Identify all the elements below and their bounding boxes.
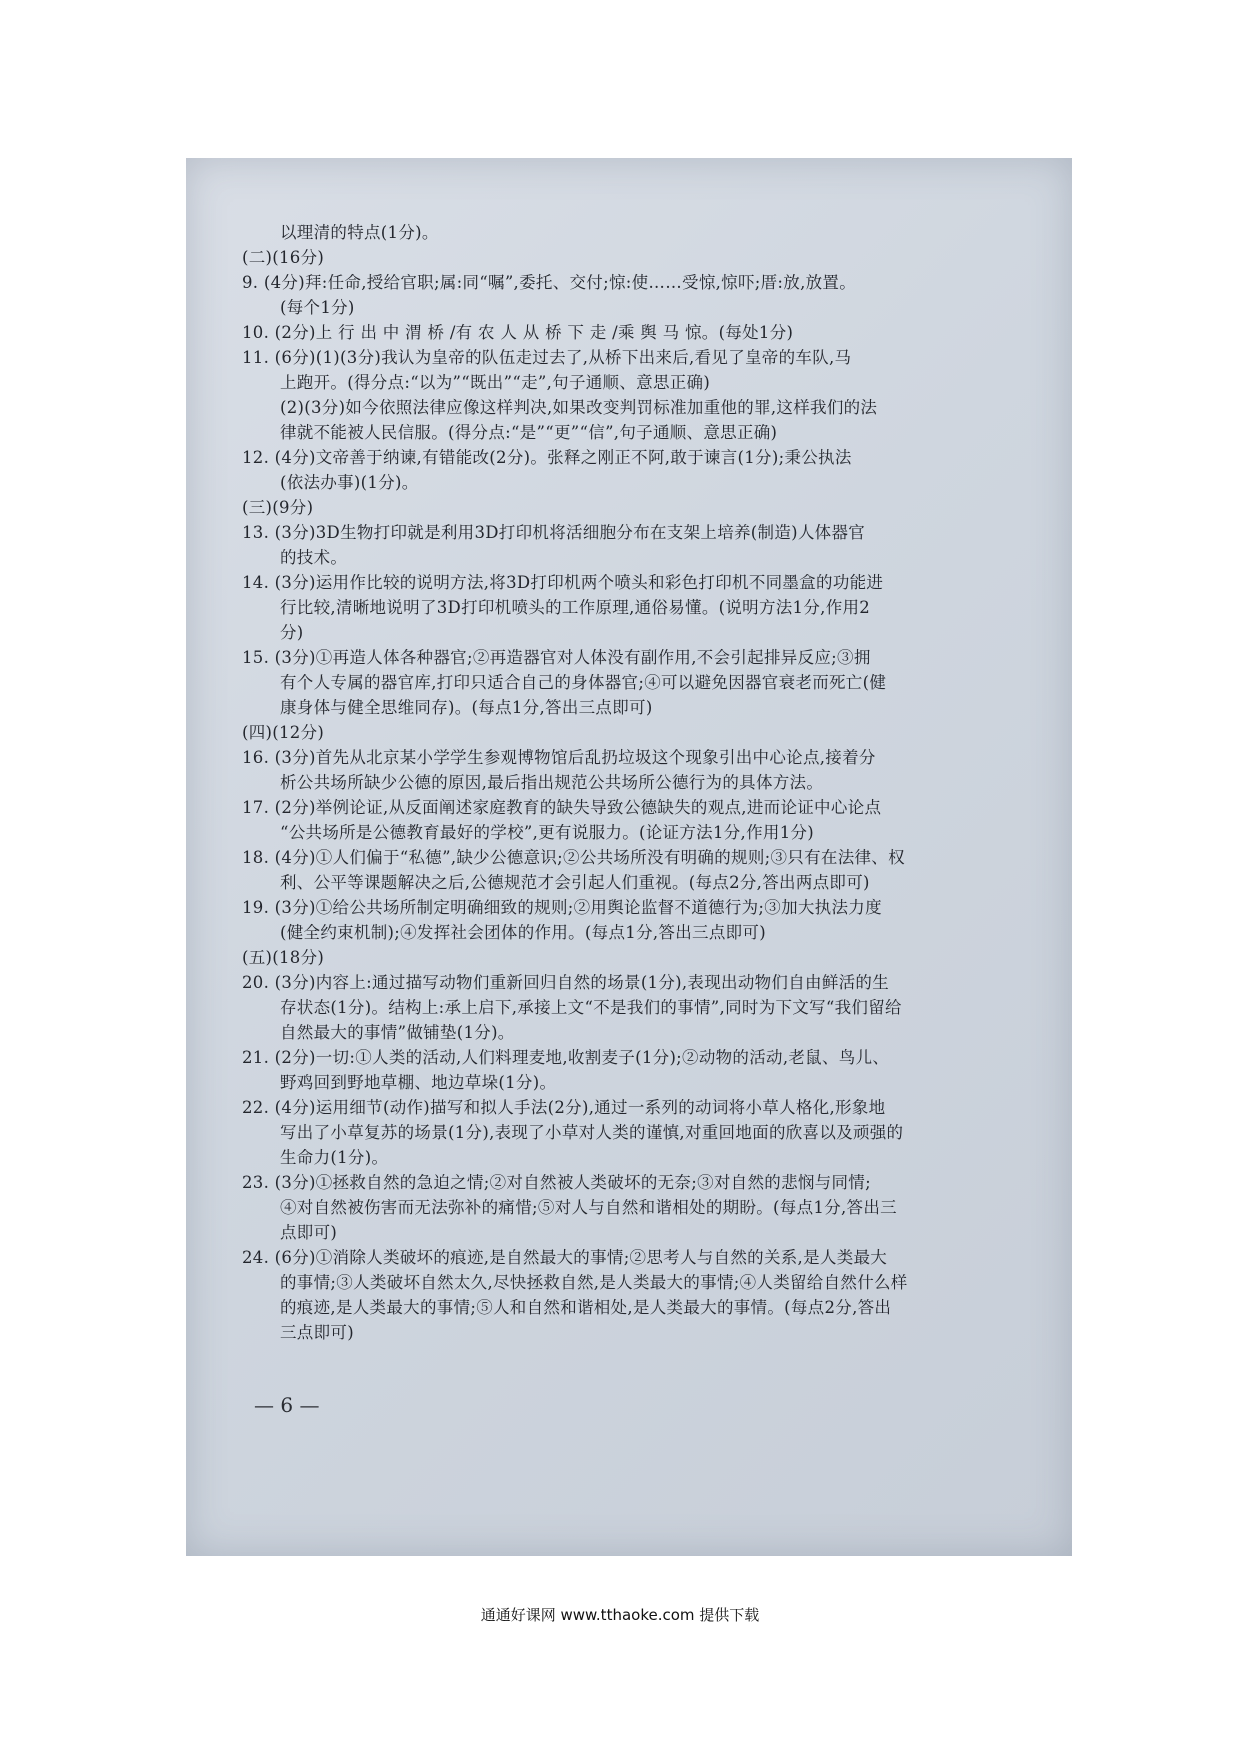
text-line: 律就不能被人民信服。(得分点:“是”“更”“信”,句子通顺、意思正确) (280, 423, 778, 442)
text-line: 19. (3分)①给公共场所制定明确细致的规则;②用舆论监督不道德行为;③加大执法力度 (242, 898, 882, 917)
text-line: 的事情;③人类破坏自然太久,尽快拯救自然,是人类最大的事情;④人类留给自然什么样 (280, 1273, 908, 1292)
text-line: 18. (4分)①人们偏于“私德”,缺少公德意识;②公共场所没有明确的规则;③只有在法律、权 (242, 848, 905, 867)
text-line: 21. (2分)一切:①人类的活动,人们料理麦地,收割麦子(1分);②动物的活动,老鼠、鸟儿、 (242, 1048, 890, 1067)
text-line: 23. (3分)①拯救自然的急迫之情;②对自然被人类破坏的无奈;③对自然的悲悯与同情; (242, 1173, 871, 1192)
text-line: 22. (4分)运用细节(动作)描写和拟人手法(2分),通过一系列的动词将小草人格化,形象地 (242, 1098, 886, 1117)
text-line: 20. (3分)内容上:通过描写动物们重新回归自然的场景(1分),表现出动物们自由鲜活的生 (242, 973, 890, 992)
text-line: 15. (3分)①再造人体各种器官;②再造器官对人体没有副作用,不会引起排异反应;③拥 (242, 648, 871, 667)
text-line: 13. (3分)3D生物打印就是利用3D打印机将活细胞分布在支架上培养(制造)人体器官 (242, 523, 866, 542)
text-line: 自然最大的事情”做铺垫(1分)。 (280, 1023, 515, 1042)
text-line: (五)(18分) (242, 948, 325, 967)
text-line: (依法办事)(1分)。 (280, 473, 419, 492)
text-line: (二)(16分) (242, 248, 325, 267)
text-line: 14. (3分)运用作比较的说明方法,将3D打印机两个喷头和彩色打印机不同墨盒的功能进 (242, 573, 884, 592)
text-line: 16. (3分)首先从北京某小学学生参观博物馆后乱扔垃圾这个现象引出中心论点,接着分 (242, 748, 876, 767)
text-line: 的技术。 (280, 548, 348, 567)
text-line: 11. (6分)(1)(3分)我认为皇帝的队伍走过去了,从桥下出来后,看见了皇帝的车队,马 (242, 348, 852, 367)
page-number: — 6 — (254, 1393, 320, 1417)
text-line: 生命力(1分)。 (280, 1148, 389, 1167)
text-line: (2)(3分)如今依照法律应像这样判决,如果改变判罚标准加重他的罪,这样我们的法 (280, 398, 878, 417)
text-line: 17. (2分)举例论证,从反面阐述家庭教育的缺失导致公德缺失的观点,进而论证中心论点 (242, 798, 882, 817)
text-line: 行比较,清晰地说明了3D打印机喷头的工作原理,通俗易懂。(说明方法1分,作用2 (280, 598, 871, 617)
text-line: 有个人专属的器官库,打印只适合自己的身体器官;④可以避免因器官衰老而死亡(健 (280, 673, 887, 692)
text-line: 上跑开。(得分点:“以为”“既出”“走”,句子通顺、意思正确) (280, 373, 711, 392)
text-line: (四)(12分) (242, 723, 325, 742)
text-line: “公共场所是公德教育最好的学校”,更有说服力。(论证方法1分,作用1分) (280, 823, 815, 842)
text-line: ④对自然被伤害而无法弥补的痛惜;⑤对人与自然和谐相处的期盼。(每点1分,答出三 (280, 1198, 897, 1217)
text-line: 9. (4分)拜:任命,授给官职;属:同“嘱”,委托、交付;惊:使……受惊,惊吓;厝:放,放置。 (242, 273, 857, 292)
text-line: 以理清的特点(1分)。 (280, 223, 439, 242)
text-line: 三点即可) (280, 1323, 354, 1342)
text-line: 析公共场所缺少公德的原因,最后指出规范公共场所公德行为的具体方法。 (280, 773, 824, 792)
scanned-page-photo (186, 158, 1072, 1556)
text-line: 分) (280, 623, 304, 642)
download-caption: 通通好课网 www.tthaoke.com 提供下载 (480, 1606, 760, 1624)
text-line: 10. (2分)上 行 出 中 渭 桥 /有 农 人 从 桥 下 走 /乘 舆 马 惊。(每处1分) (242, 323, 794, 342)
answer-text-block (242, 220, 1042, 1345)
text-line: 利、公平等课题解决之后,公德规范才会引起人们重视。(每点2分,答出两点即可) (280, 873, 870, 892)
text-line: 12. (4分)文帝善于纳谏,有错能改(2分)。张释之刚正不阿,敢于谏言(1分);秉公执法 (242, 448, 852, 467)
text-line: 点即可) (280, 1223, 338, 1242)
text-line: 的痕迹,是人类最大的事情;⑤人和自然和谐相处,是人类最大的事情。(每点2分,答出 (280, 1298, 892, 1317)
text-line: 存状态(1分)。结构上:承上启下,承接上文“不是我们的事情”,同时为下文写“我们留给 (280, 998, 902, 1017)
text-line: 康身体与健全思维同存)。(每点1分,答出三点即可) (280, 698, 653, 717)
text-line: (健全约束机制);④发挥社会团体的作用。(每点1分,答出三点即可) (280, 923, 766, 942)
text-line: (三)(9分) (242, 498, 314, 517)
text-line: (每个1分) (280, 298, 355, 317)
text-line: 24. (6分)①消除人类破坏的痕迹,是自然最大的事情;②思考人与自然的关系,是人类最大 (242, 1248, 888, 1267)
text-line: 野鸡回到野地草棚、地边草垛(1分)。 (280, 1073, 557, 1092)
text-line: 写出了小草复苏的场景(1分),表现了小草对人类的谨慎,对重回地面的欣喜以及顽强的 (280, 1123, 904, 1142)
